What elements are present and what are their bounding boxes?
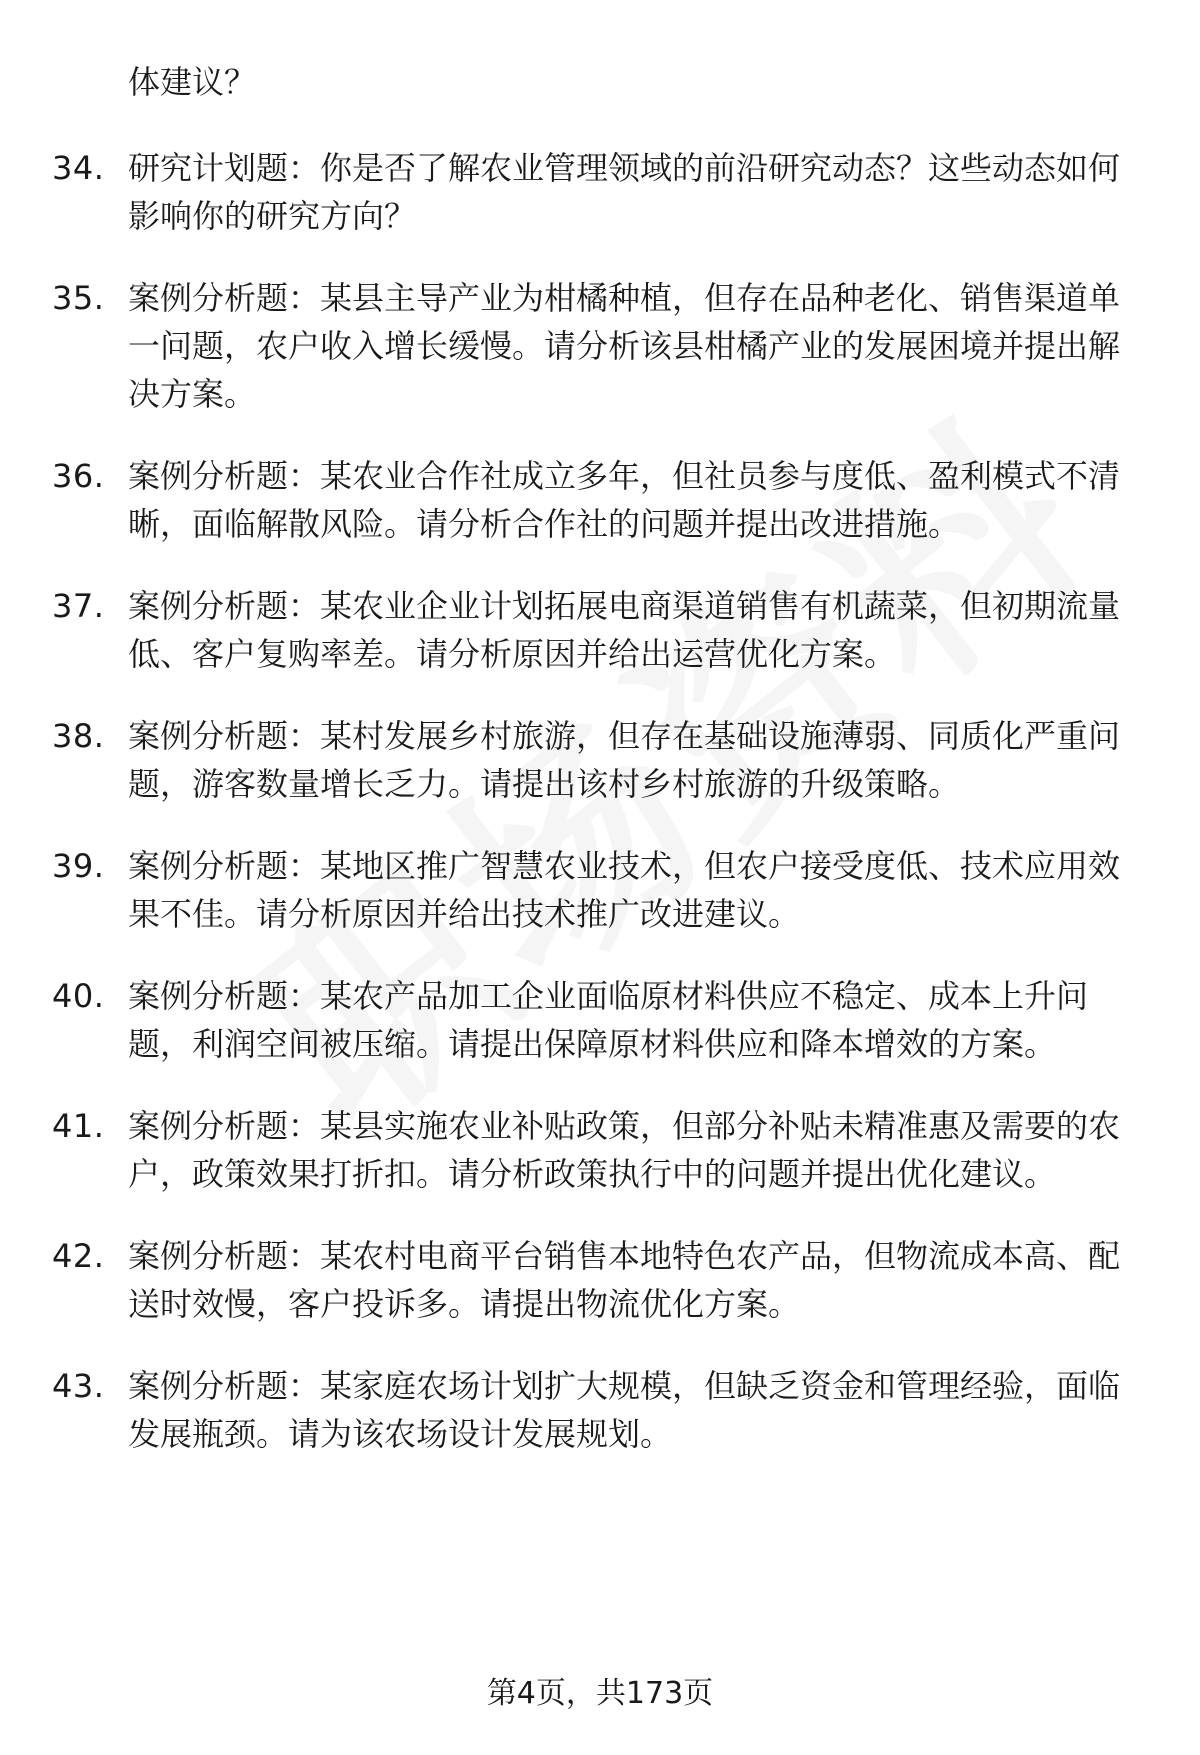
question-number: 43. [52, 1367, 105, 1405]
question-item [52, 582, 1142, 678]
question-text: 案例分析题：某农产品加工企业面临原材料供应不稳定、成本上升问题，利润空间被压缩。请提出保障原材料供应和降本增效的方案。 [128, 977, 1089, 1063]
question-number: 42. [52, 1237, 105, 1275]
question-number: 37. [52, 587, 105, 625]
question-number: 34. [52, 149, 105, 187]
question-text: 案例分析题：某农业企业计划拓展电商渠道销售有机蔬菜，但初期流量低、客户复购率差。请分析原因并给出运营优化方案。 [128, 587, 1121, 673]
question-item [52, 144, 1142, 240]
question-text: 案例分析题：某农业合作社成立多年，但社员参与度低、盈利模式不清晰，面临解散风险。请分析合作社的问题并提出改进措施。 [128, 457, 1121, 543]
question-item [52, 452, 1142, 548]
question-item [52, 842, 1142, 938]
question-number: 39. [52, 847, 105, 885]
question-text: 研究计划题：你是否了解农业管理领域的前沿研究动态？这些动态如何影响你的研究方向？ [128, 149, 1121, 235]
question-item [52, 1232, 1142, 1328]
question-text: 案例分析题：某县实施农业补贴政策，但部分补贴未精准惠及需要的农户，政策效果打折扣。请分析政策执行中的问题并提出优化建议。 [128, 1107, 1121, 1193]
question-number: 35. [52, 279, 105, 317]
question-number: 40. [52, 977, 105, 1015]
question-item [52, 1362, 1142, 1458]
question-item [52, 1102, 1142, 1198]
continuation-text: 体建议？ [128, 63, 257, 101]
question-number: 38. [52, 717, 105, 755]
page-footer: 第4页，共173页 [486, 1676, 714, 1711]
question-text: 案例分析题：某农村电商平台销售本地特色农产品，但物流成本高、配送时效慢，客户投诉多。请提出物流优化方案。 [128, 1237, 1121, 1323]
question-text: 案例分析题：某家庭农场计划扩大规模，但缺乏资金和管理经验，面临发展瓶颈。请为该农场设计发展规划。 [128, 1367, 1121, 1453]
question-text: 案例分析题：某县主导产业为柑橘种植，但存在品种老化、销售渠道单一问题，农户收入增长缓慢。请分析该县柑橘产业的发展困境并提出解决方案。 [128, 279, 1121, 413]
question-item [52, 712, 1142, 808]
question-number: 41. [52, 1107, 105, 1145]
question-number: 36. [52, 457, 105, 495]
question-item [52, 274, 1142, 418]
question-item [52, 972, 1142, 1068]
question-text: 案例分析题：某村发展乡村旅游，但存在基础设施薄弱、同质化严重问题，游客数量增长乏力。请提出该村乡村旅游的升级策略。 [128, 717, 1121, 803]
question-text: 案例分析题：某地区推广智慧农业技术，但农户接受度低、技术应用效果不佳。请分析原因并给出技术推广改进建议。 [128, 847, 1121, 933]
question-list [52, 144, 1142, 1492]
